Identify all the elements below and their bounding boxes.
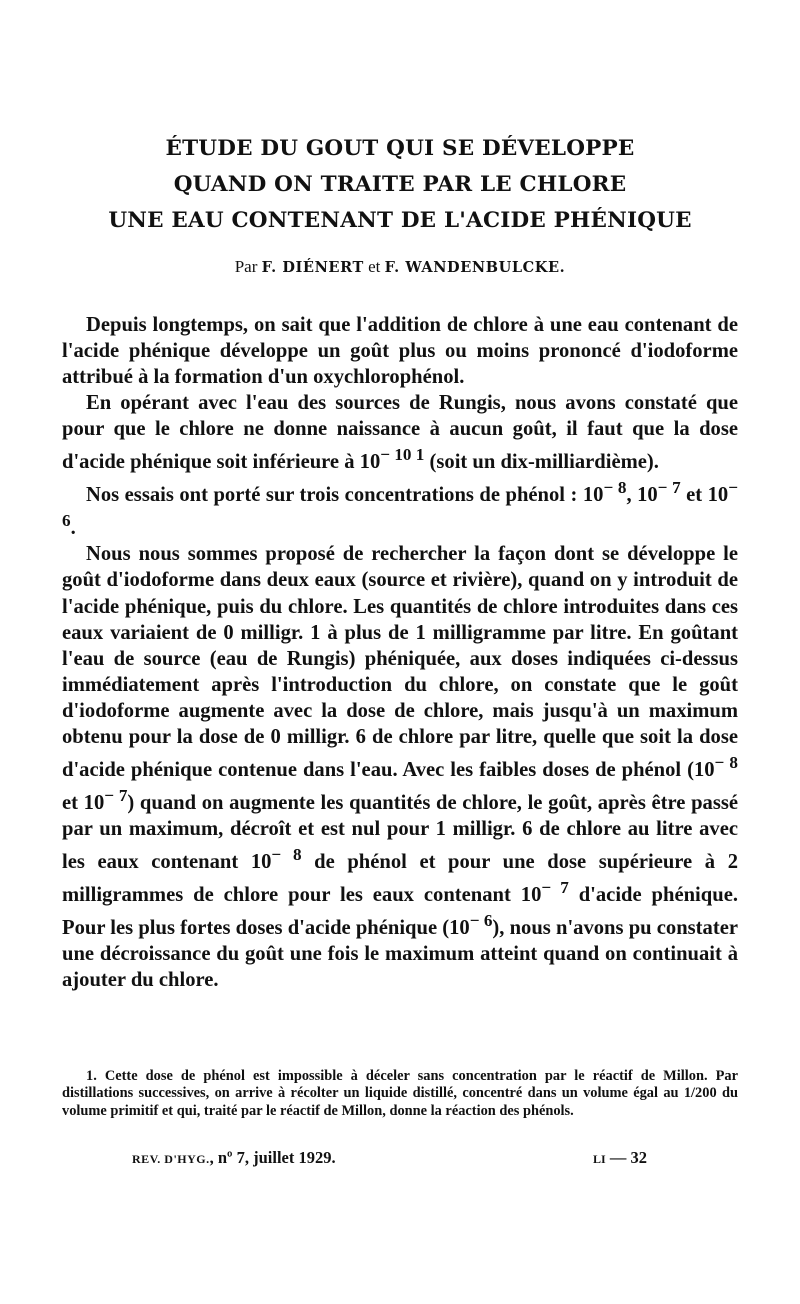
article-body [62, 312, 738, 993]
journal-issue: , nº 7, juillet 1929. [209, 1148, 336, 1167]
exponent: − 8 [603, 478, 627, 498]
footnote [62, 1068, 738, 1120]
author-2: F. WANDENBULCKE. [384, 259, 566, 276]
byline [0, 257, 800, 277]
page-value: — 32 [609, 1148, 647, 1167]
journal-citation [132, 1148, 336, 1168]
author-1: F. DIÉNERT [261, 259, 364, 276]
byline-conj: et [368, 257, 381, 276]
journal-abbr: REV. D'HYG. [132, 1152, 210, 1166]
paragraph-3: Nos essais ont porté sur trois concentrations de phénol : $10^{- 8}$, $10^{- 7}$ et $10^{- 6}$. [62, 478, 738, 540]
exponent: − 7 [541, 878, 569, 898]
exponent: − 6 [62, 478, 738, 531]
p2-text-a: En opérant avec l'eau des sources de Rungis, nous avons constaté que pour que le chlore ne donne naissance à aucun goût, il faut que la dose d'acide phénique soit inférieure à 10 [62, 392, 738, 474]
paragraph-2 [62, 390, 738, 475]
exponent: − 7 [657, 478, 681, 498]
page-number [593, 1148, 647, 1168]
exponent: − 6 [469, 910, 493, 930]
paragraph-1: Depuis longtemps, on sait que l'addition de chlore à une eau contenant de l'acide phénique développe un goût plus ou moins prononcé d'iodoforme attribué à la formation d'un oxychlorophénol. [62, 314, 738, 389]
p2-exponent: − 10 1 [380, 445, 425, 465]
exponent: − 8 [714, 753, 738, 773]
title-line-3: UNE EAU CONTENANT DE L'ACIDE PHÉNIQUE [108, 208, 692, 233]
footnote-ref[interactable]: 1 [415, 445, 425, 465]
exponent: − 7 [104, 786, 128, 806]
byline-prefix: Par [234, 257, 258, 276]
footnote-text: Cette dose de phénol est impossible à déceler sans concentration par le réactif de Millon. Par distillations successives, on arrive à récolter un liquide distillé, concentré dans un volume égal au 1/200 du volume primitif et qui, traité par le réactif de Millon, donne la réaction des phénols. [62, 1068, 738, 1119]
p2-text-b: (soit un dix-milliardième). [424, 451, 659, 474]
exponent: − 8 [271, 845, 302, 865]
paragraph-4: Nous nous sommes proposé de rechercher la façon dont se développe le goût d'iodoforme dans deux eaux (source et rivière), quand on y introduit de l'acide phénique, puis du chlore. Les quantités de chlore introduites dans ces eaux variaient de 0 milligr. 1 à plus de 1 milligramme par litre. En goûtant l'eau de source (eau de Rungis) phéniquée, aux doses indiquées ci-dessus immédiatement après l'introduction du chlore, on constate que le goût d'iodoforme augmente avec la dose de chlore, mais jusqu'à un maximum obtenu pour la dose de 0 milligr. 6 de chlore par litre, quelle que soit la dose d'acide phénique contenue dans l'eau. Avec les faibles doses de phénol ($10^{- 8}$ et $10^{- 7}$) quand on augmente les quantités de chlore, le goût, après être passé par un maximum, décroît et est nul pour 1 milligr. 6 de chlore au litre avec les eaux contenant $10^{- 8}$ de phénol et pour une dose supérieure à 2 milligrammes de chlore pour les eaux contenant $10^{- 7}$ d'acide phénique. Pour les plus fortes doses d'acide phénique $(10^{- 6})$, nous n'avons pu constater une décroissance du goût une fois le maximum atteint quand on continuait à ajouter du chlore. [62, 543, 738, 992]
footnote-number: 1. [86, 1068, 97, 1084]
volume-number: LI [593, 1152, 606, 1166]
title-line-1: ÉTUDE DU GOUT QUI SE DÉVELOPPE [165, 136, 635, 161]
title-line-2: QUAND ON TRAITE PAR LE CHLORE [173, 172, 627, 197]
